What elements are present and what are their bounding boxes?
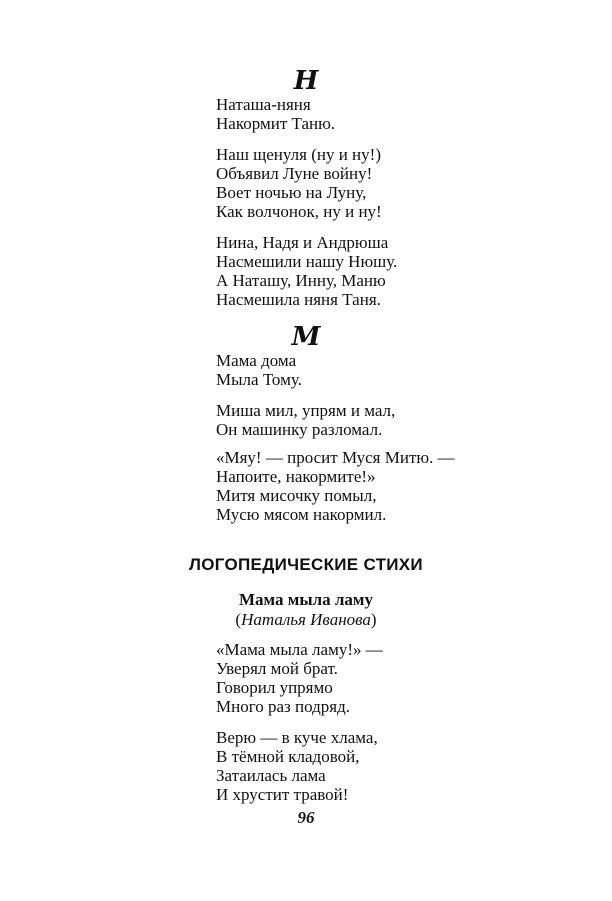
verse-line: Он машинку разломал. bbox=[216, 420, 383, 439]
verse-line: Затаилась лама bbox=[216, 766, 326, 785]
verse-line: Насмешила няня Таня. bbox=[216, 290, 381, 309]
verse-line: Мусю мясом накормил. bbox=[216, 505, 387, 524]
verse-line: Мама дома bbox=[216, 351, 297, 370]
verse-line: Нина, Надя и Андрюша bbox=[216, 233, 389, 252]
letter-heading-m: М bbox=[291, 322, 321, 352]
verse-line: «Мяу! — просит Муся Митю. — bbox=[216, 448, 455, 467]
section-title: ЛОГОПЕДИЧЕСКИЕ СТИХИ bbox=[189, 555, 423, 574]
author-open-paren: ( bbox=[235, 610, 242, 629]
stanza-n-1 bbox=[216, 95, 335, 133]
verse-line: Митя мисочку помыл, bbox=[216, 486, 377, 505]
stanza-m-3 bbox=[216, 448, 455, 524]
verse-line: «Мама мыла ламу!» — bbox=[216, 640, 383, 659]
verse-line: В тёмной кладовой, bbox=[216, 747, 360, 766]
stanza-lama-1 bbox=[216, 640, 383, 716]
verse-line: Много раз подряд. bbox=[216, 697, 350, 716]
verse-line: Наш щенуля (ну и ну!) bbox=[216, 145, 381, 164]
verse-line: Насмешили нашу Нюшу. bbox=[216, 252, 398, 271]
verse-line: Объявил Луне войну! bbox=[216, 164, 373, 183]
stanza-n-3 bbox=[216, 233, 397, 309]
author-close-paren: ) bbox=[370, 610, 377, 629]
page-number: 96 bbox=[297, 808, 315, 827]
verse-line: Уверял мой брат. bbox=[216, 659, 338, 678]
verse-line: Говорил упрямо bbox=[216, 678, 333, 697]
stanza-lama-2 bbox=[216, 728, 378, 804]
stanza-m-1 bbox=[216, 351, 302, 389]
verse-line: Накормит Таню. bbox=[216, 114, 336, 133]
verse-line: Верю — в куче хлама, bbox=[216, 728, 378, 747]
author-name: Наталья Иванова bbox=[241, 610, 371, 629]
poem-title: Мама мыла ламу bbox=[238, 590, 374, 609]
verse-line: Миша мил, упрям и мал, bbox=[216, 401, 396, 420]
stanza-m-2 bbox=[216, 401, 395, 439]
verse-line: Воет ночью на Луну, bbox=[216, 183, 367, 202]
verse-line: Напоите, накормите!» bbox=[216, 467, 376, 486]
verse-line: А Наташу, Инну, Маню bbox=[216, 271, 386, 290]
verse-line: Мыла Тому. bbox=[216, 370, 302, 389]
poem-author bbox=[0, 610, 612, 630]
stanza-n-2 bbox=[216, 145, 382, 221]
verse-line: Наташа-няня bbox=[216, 95, 311, 114]
letter-heading-n: Н bbox=[293, 66, 319, 96]
verse-line: И хрустит травой! bbox=[216, 785, 349, 804]
verse-line: Как волчонок, ну и ну! bbox=[216, 202, 382, 221]
